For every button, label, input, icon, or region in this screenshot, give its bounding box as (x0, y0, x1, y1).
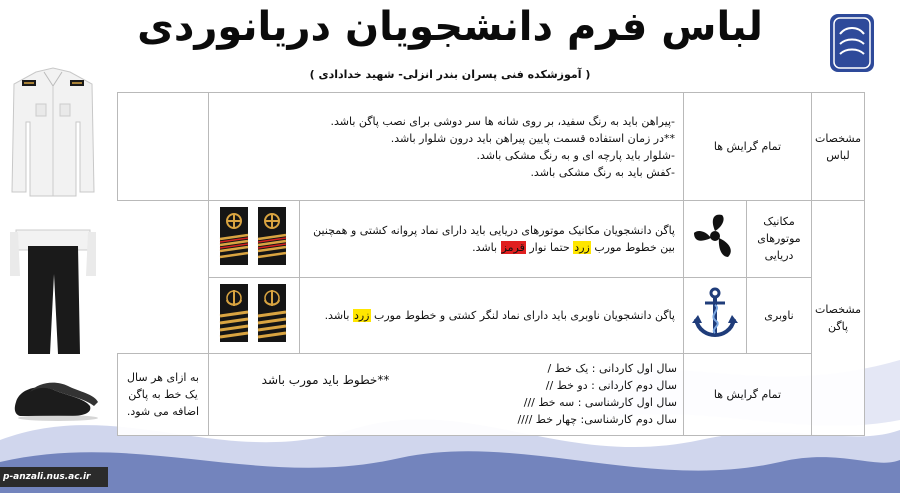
navigation-branch-label: ناوبری (747, 277, 812, 353)
black-shoes-image (10, 372, 100, 424)
diagonal-note: **خطوط باید مورب باشد (261, 373, 390, 388)
university-logo (828, 12, 876, 74)
navigation-epaulette-image (216, 280, 292, 346)
clothing-spec-header: مشخصات لباس (812, 93, 865, 201)
propeller-icon (690, 211, 740, 261)
page-subtitle: ( آموزشکده فنی پسران بندر انزلی- شهید خدادادی ) (309, 68, 591, 81)
highlight-yellow: زرد (574, 240, 590, 254)
year-stripe-item: سال اول کاردانی : یک خط / (547, 362, 677, 376)
clothing-rule: **در زمان استفاده قسمت پایین پیراهن باید درون شلوار باشد. (390, 131, 675, 145)
highlight-red: قرمز (501, 240, 525, 254)
white-shirt-image (8, 64, 98, 202)
clothing-rule: -کفش باید به رنگ مشکی باشد. (530, 165, 675, 179)
navigation-epaulette-desc: پاگن دانشجویان ناوبری باید دارای نماد لنگر کشتی و خطوط مورب زرد باشد. (300, 277, 684, 353)
mechanic-epaulette-desc: پاگن دانشجویان مکانیک موتورهای دریایی باید دارای نماد پروانه کشتی و همچنین بین خطوط مورب زرد حتما نوار قرمز باشد. (300, 201, 684, 277)
mechanic-branch-label: مکانیک موتورهای دریایی (747, 201, 812, 277)
uniform-table (117, 92, 865, 436)
black-pants-image (8, 226, 98, 358)
all-branches-label: تمام گرایش ها (684, 353, 812, 435)
year-stripe-item: سال اول کارشناسی : سه خط /// (523, 396, 677, 410)
year-stripe-item: سال دوم کاردانی : دو خط // (545, 379, 677, 393)
highlight-yellow: زرد (353, 308, 370, 322)
clothing-group-label: تمام گرایش ها (684, 93, 812, 201)
epaulette-spec-header: مشخصات پاگن (812, 201, 865, 436)
anchor-icon (690, 285, 740, 341)
clothing-rule: -شلوار باید پارچه ای و به رنگ مشکی باشد. (476, 148, 675, 162)
year-stripe-list (442, 360, 683, 428)
page-title: لباس فرم دانشجویان دریانوردی (137, 4, 763, 50)
year-stripe-item: سال دوم کارشناسی: چهار خط //// (517, 413, 677, 427)
site-url[interactable]: p-anzali.nus.ac.ir (0, 467, 108, 487)
clothing-rules (209, 93, 684, 201)
mechanic-epaulette-image (216, 203, 292, 269)
clothing-rule: -پیراهن باید به رنگ سفید، بر روی شانه ها سر دوشی برای نصب پاگن باشد. (330, 114, 675, 128)
yearly-stripe-note: به ازای هر سال یک خط به پاگن اضافه می شود. (118, 353, 209, 435)
